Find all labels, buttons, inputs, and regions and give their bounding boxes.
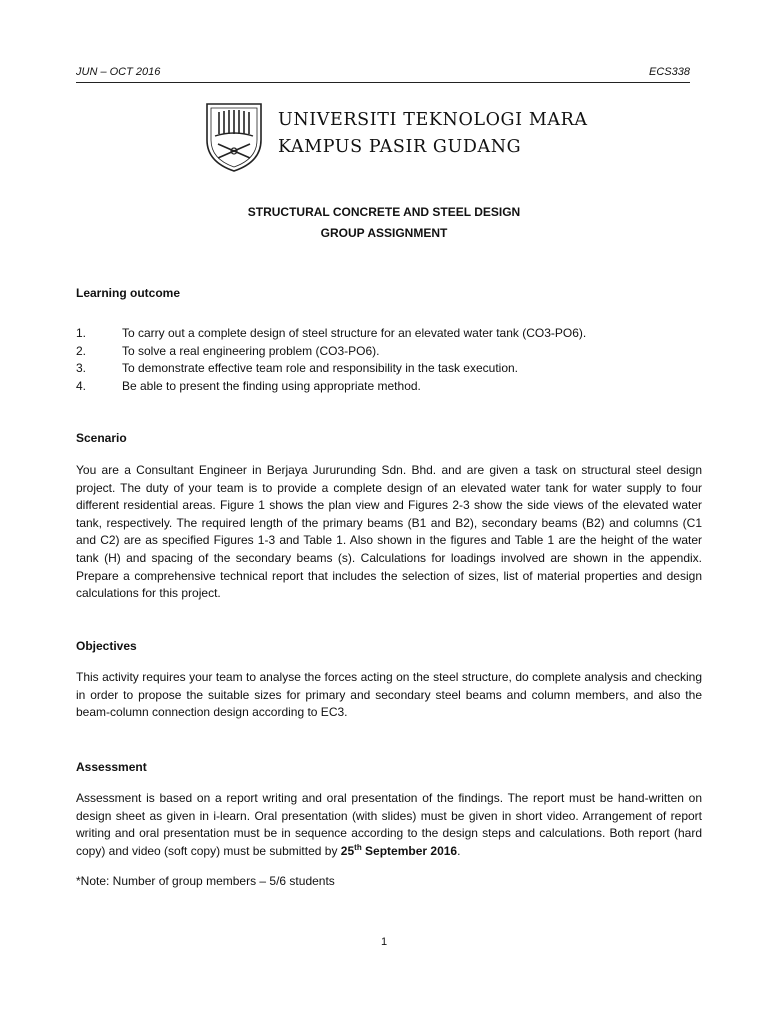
list-item-text: To demonstrate effective team role and responsibility in the task execution. — [122, 361, 518, 375]
learning-outcome-list — [76, 325, 696, 395]
list-item-number: 2. — [76, 343, 87, 358]
list-item-text: To carry out a complete design of steel structure for an elevated water tank (CO3-PO6). — [122, 326, 587, 340]
list-item — [76, 360, 696, 378]
scenario-paragraph: You are a Consultant Engineer in Berjaya Jururunding Sdn. Bhd. and are given a task on structural steel design project. The duty of your team is to provide a complete design of an elevated water tank for water supply to four different residential areas. Figure 1 shows the plan view and Figures 2-3 show the side views of the elevated water tank, respectively. The required length of the primary beams (B1 and B2), secondary beams (B2) and columns (C1 and C2) are as specified Figures 1-3 and Table 1. Also shown in the figures and Table 1 are the height of the water tank (H) and spacing of the secondary beams (s). Calculations for loadings involved are shown in the appendix. Prepare a comprehensive technical report that includes the selection of sizes, list of material properties and design calculations for this project. — [76, 463, 702, 601]
objectives-heading: Objectives — [76, 639, 137, 653]
list-item-text: To solve a real engineering problem (CO3-PO6). — [122, 343, 380, 358]
header-rule — [76, 82, 690, 83]
page-number: 1 — [380, 936, 388, 948]
objectives-paragraph: This activity requires your team to analyse the forces acting on the steel structure, do complete analysis and checking in order to propose the suitable sizes for primary and secondary steel beams and column members, and also the beam-column connection design according to EC3. — [76, 670, 702, 720]
header-session: JUN – OCT 2016 — [76, 66, 161, 78]
assessment-text: Assessment is based on a report writing and oral presentation of the findings. The report must be hand-written on design sheet as given in i-learn. Oral presentation (with slides) must be given in short video. Arrangement of report writing and oral presentation must be in sequence according to the design steps and calculations. Both report (hard copy) and video (soft copy) must be submitted by — [76, 791, 702, 858]
list-item — [76, 325, 696, 343]
document-subtitle: GROUP ASSIGNMENT — [320, 226, 448, 240]
group-members-note: *Note: Number of group members – 5/6 students — [76, 874, 335, 888]
deadline-day: 25 — [340, 843, 355, 858]
learning-outcome-heading: Learning outcome — [76, 286, 181, 300]
university-name: UNIVERSITI TEKNOLOGI MARA — [278, 110, 588, 130]
document-title: STRUCTURAL CONCRETE AND STEEL DESIGN — [247, 205, 521, 219]
scenario-heading: Scenario — [76, 431, 127, 445]
list-item-number: 1. — [76, 326, 87, 340]
list-item-number: 3. — [76, 361, 87, 375]
submission-deadline — [341, 844, 457, 858]
list-item-number: 4. — [76, 378, 87, 393]
deadline-suffix: th — [354, 842, 362, 852]
assessment-heading: Assessment — [76, 760, 147, 774]
deadline-month-year: September 2016 — [361, 843, 458, 858]
list-item-text: Be able to present the finding using appropriate method. — [122, 378, 421, 393]
campus-name: KAMPUS PASIR GUDANG — [278, 137, 522, 157]
university-crest-icon — [203, 100, 265, 174]
assessment-paragraph — [76, 790, 702, 860]
list-item — [76, 378, 696, 396]
header-course-code: ECS338 — [649, 66, 690, 78]
assessment-text-end: . — [457, 843, 461, 858]
list-item — [76, 343, 696, 361]
